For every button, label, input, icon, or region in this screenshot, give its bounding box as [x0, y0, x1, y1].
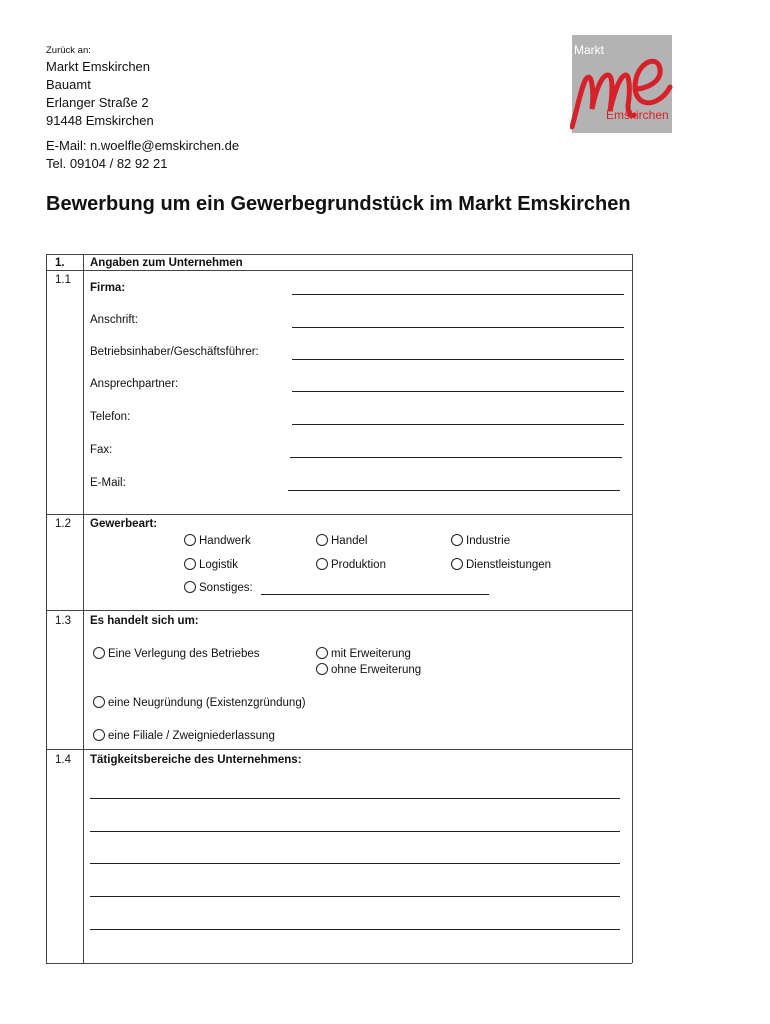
field-label-email: E-Mail: — [90, 477, 126, 489]
text-line-taetigkeit[interactable] — [90, 929, 620, 930]
field-label-telefon: Telefon: — [90, 411, 131, 423]
radio-icon[interactable] — [184, 558, 196, 570]
option-label: Eine Verlegung des Betriebes — [108, 648, 260, 660]
option-label: Industrie — [466, 535, 511, 547]
text-line-taetigkeit[interactable] — [90, 896, 620, 897]
text-line-taetigkeit[interactable] — [90, 863, 620, 864]
contact-block — [46, 137, 239, 173]
field-line-inhaber[interactable] — [292, 359, 624, 360]
markt-emskirchen-logo — [570, 35, 674, 135]
section-number: 1. — [55, 257, 65, 269]
logo-bottom-text: Emskirchen — [606, 108, 669, 122]
page-title: Bewerbung um ein Gewerbegrundstück im Markt Emskirchen — [46, 193, 631, 215]
radio-icon[interactable] — [316, 647, 328, 659]
table-border — [46, 749, 632, 750]
option-ohne-erweiterung[interactable] — [316, 663, 421, 676]
text-line-taetigkeit[interactable] — [90, 831, 620, 832]
option-industrie[interactable] — [451, 534, 510, 547]
field-line-email[interactable] — [288, 490, 620, 491]
option-label: Produktion — [331, 559, 386, 571]
option-produktion[interactable] — [316, 558, 386, 571]
radio-icon[interactable] — [316, 663, 328, 675]
field-line-sonstiges[interactable] — [261, 594, 489, 595]
text-line-taetigkeit[interactable] — [90, 798, 620, 799]
field-label-inhaber: Betriebsinhaber/Geschäftsführer: — [90, 346, 259, 358]
option-logistik[interactable] — [184, 558, 238, 571]
radio-icon[interactable] — [451, 558, 463, 570]
table-border — [83, 254, 84, 963]
radio-icon[interactable] — [184, 534, 196, 546]
return-label: Zurück an: — [46, 45, 91, 56]
radio-icon[interactable] — [316, 558, 328, 570]
option-label: ohne Erweiterung — [331, 664, 422, 676]
table-border — [632, 254, 633, 963]
field-label-fax: Fax: — [90, 444, 113, 456]
option-label: eine Filiale / Zweigniederlassung — [108, 730, 275, 742]
field-label-ansprechpartner: Ansprechpartner: — [90, 378, 179, 390]
subsection-number: 1.4 — [55, 754, 71, 766]
table-border — [46, 254, 47, 963]
option-label: Logistik — [199, 559, 238, 571]
option-handel[interactable] — [316, 534, 367, 547]
field-line-telefon[interactable] — [292, 424, 624, 425]
logo-top-text: Markt — [574, 43, 604, 57]
option-verlegung[interactable] — [93, 647, 260, 660]
address-line: Bauamt — [46, 77, 91, 92]
radio-icon[interactable] — [451, 534, 463, 546]
option-handwerk[interactable] — [184, 534, 251, 547]
radio-icon[interactable] — [93, 647, 105, 659]
radio-icon[interactable] — [93, 696, 105, 708]
option-filiale[interactable] — [93, 729, 275, 742]
option-label: Sonstiges: — [199, 582, 253, 594]
table-border — [46, 270, 632, 271]
option-label: eine Neugründung (Existenzgründung) — [108, 697, 306, 709]
option-neugruendung[interactable] — [93, 696, 306, 709]
subsection-heading: Gewerbeart: — [90, 518, 158, 530]
option-sonstiges[interactable] — [184, 581, 253, 594]
field-line-firma[interactable] — [292, 294, 624, 295]
address-line: 91448 Emskirchen — [46, 113, 154, 128]
field-label-anschrift: Anschrift: — [90, 314, 138, 326]
table-border — [46, 610, 632, 611]
contact-phone: Tel. 09104 / 82 92 21 — [46, 156, 168, 171]
option-label: Handwerk — [199, 535, 251, 547]
table-border — [46, 514, 632, 515]
subsection-number: 1.3 — [55, 615, 71, 627]
option-label: mit Erweiterung — [331, 648, 411, 660]
field-line-ansprechpartner[interactable] — [292, 391, 624, 392]
field-line-fax[interactable] — [290, 457, 622, 458]
subsection-heading: Es handelt sich um: — [90, 615, 199, 627]
option-mit-erweiterung[interactable] — [316, 647, 411, 660]
subsection-number: 1.2 — [55, 518, 71, 530]
recipient-address — [46, 58, 154, 130]
address-line: Erlanger Straße 2 — [46, 95, 149, 110]
table-border — [46, 963, 632, 964]
subsection-heading: Tätigkeitsbereiche des Unternehmens: — [90, 754, 302, 766]
option-label: Dienstleistungen — [466, 559, 552, 571]
radio-icon[interactable] — [316, 534, 328, 546]
option-dienstleistungen[interactable] — [451, 558, 551, 571]
radio-icon[interactable] — [184, 581, 196, 593]
subsection-number: 1.1 — [55, 274, 71, 286]
field-line-anschrift[interactable] — [292, 327, 624, 328]
field-label-firma: Firma: — [90, 282, 126, 294]
radio-icon[interactable] — [93, 729, 105, 741]
section-heading: Angaben zum Unternehmen — [90, 257, 243, 269]
option-label: Handel — [331, 535, 368, 547]
contact-email[interactable]: E-Mail: n.woelfle@emskirchen.de — [46, 138, 240, 153]
table-border — [46, 254, 632, 255]
address-line: Markt Emskirchen — [46, 59, 151, 74]
